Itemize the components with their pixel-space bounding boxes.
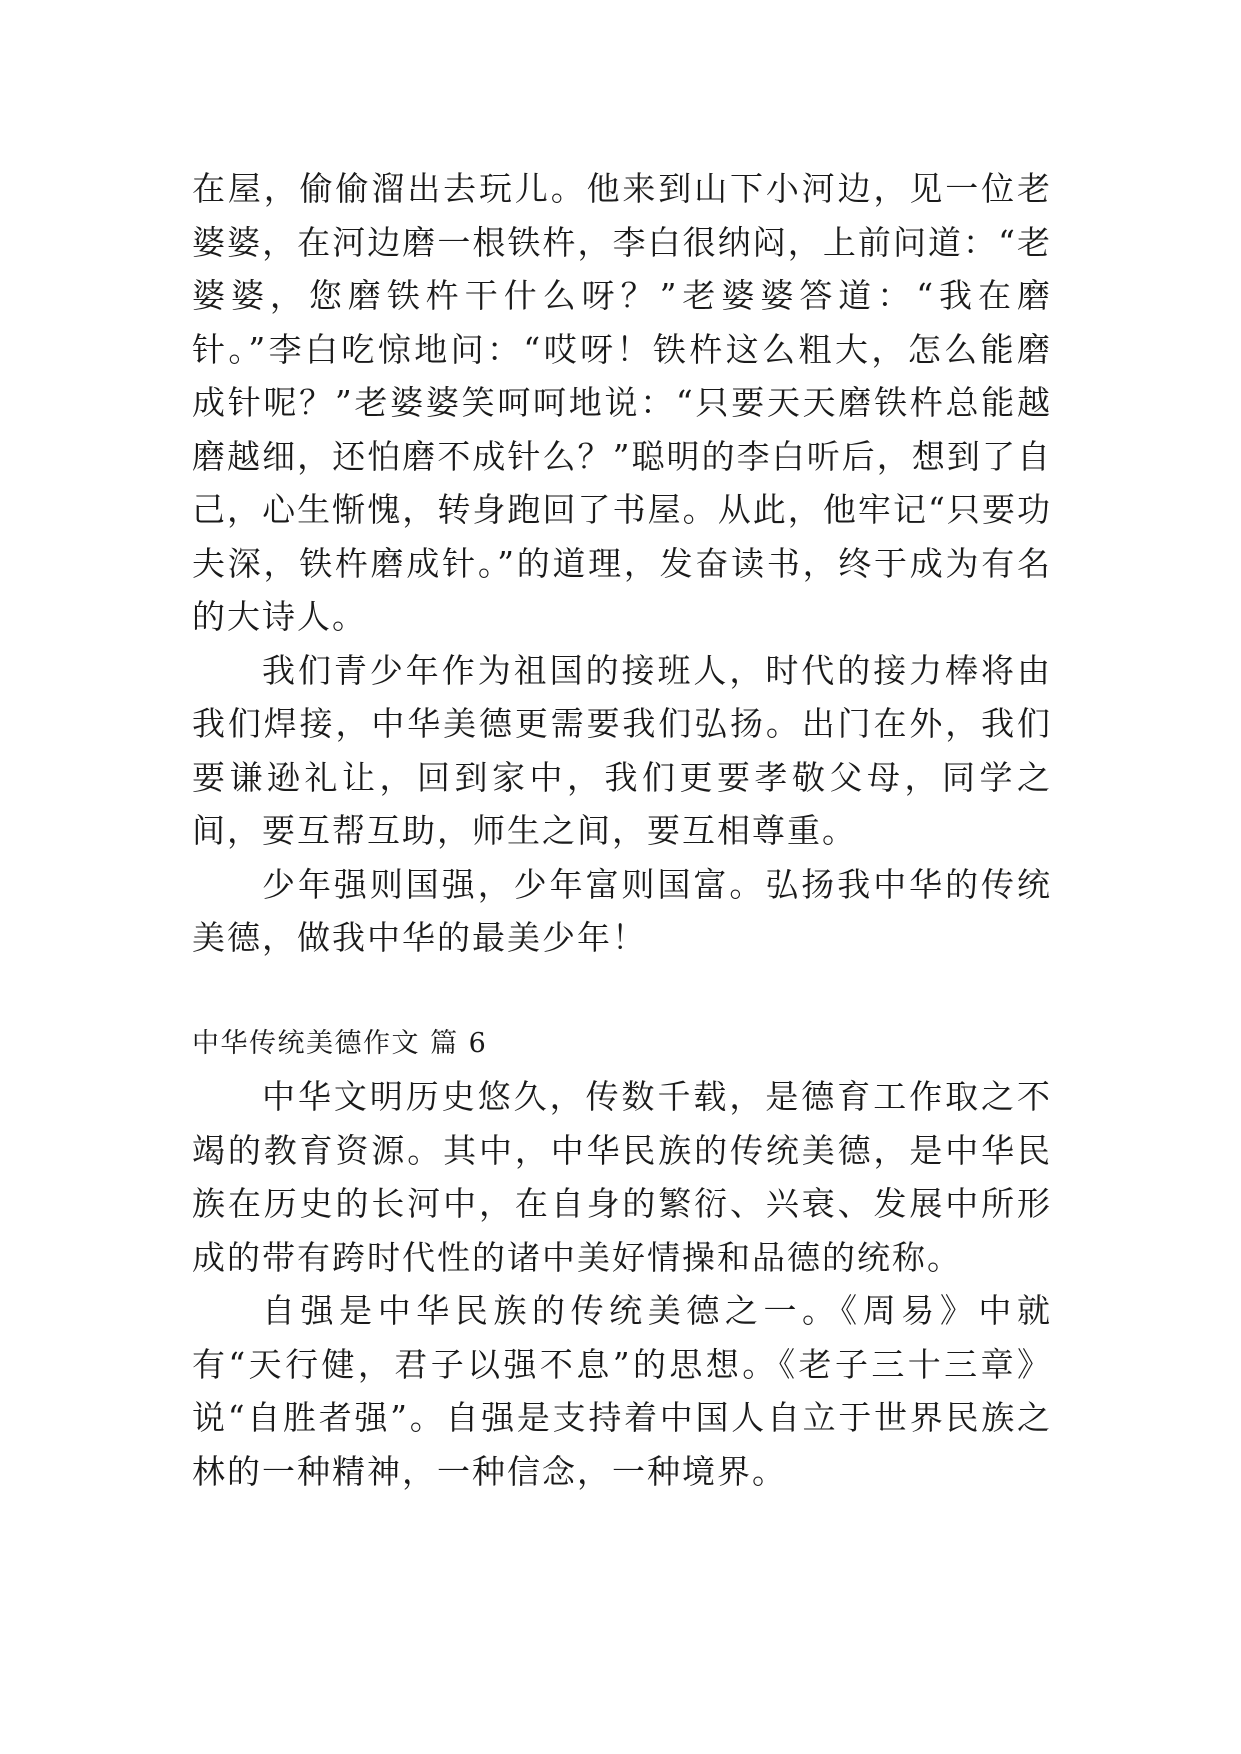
paragraph-conclusion: 少年强则国强，少年富则国富。弘扬我中华的传统美德，做我中华的最美少年！ [192,864,1052,957]
paragraph-youth-responsibility: 我们青少年作为祖国的接班人，时代的接力棒将由我们焊接，中华美德更需要我们弘扬。出门在外，我们要谦逊礼让，回到家中，我们更要孝敬父母，同学之间，要互帮互助，师生之间，要互相尊重。 [192,650,1052,850]
section-spacer [192,965,1052,1017]
essay-heading: 中华传统美德作文 篇 6 [192,1027,488,1059]
paragraph-story-continuation: 在屋，偷偷溜出去玩儿。他来到山下小河边，见一位老婆婆，在河边磨一根铁杵，李白很纳闷，上前问道：“老婆婆，您磨铁杵干什么呀？”老婆婆答道：“我在磨针。”李白吃惊地问：“哎呀！铁杵这么粗大，怎么能磨成针呢？”老婆婆笑呵呵地说：“只要天天磨铁杵总能越磨越细，还怕磨不成针么？”聪明的李白听后，想到了自己，心生惭愧，转身跑回了书屋。从此，他牢记“只要功夫深，铁杵磨成针。”的道理，发奋读书，终于成为有名的大诗人。 [192,169,1052,636]
document-body [192,162,1052,1498]
paragraph-civilization-history: 中华文明历史悠久，传数千载，是德育工作取之不竭的教育资源。其中，中华民族的传统美德，是中华民族在历史的长河中，在自身的繁衍、兴衰、发展中所形成的带有跨时代性的诸中美好情操和品德的统称。 [192,1077,1052,1277]
paragraph-self-strengthening: 自强是中华民族的传统美德之一。《周易》中就有“天行健，君子以强不息”的思想。《老子三十三章》说“自胜者强”。自强是支持着中国人自立于世界民族之林的一种精神，一种信念，一种境界。 [192,1291,1052,1491]
